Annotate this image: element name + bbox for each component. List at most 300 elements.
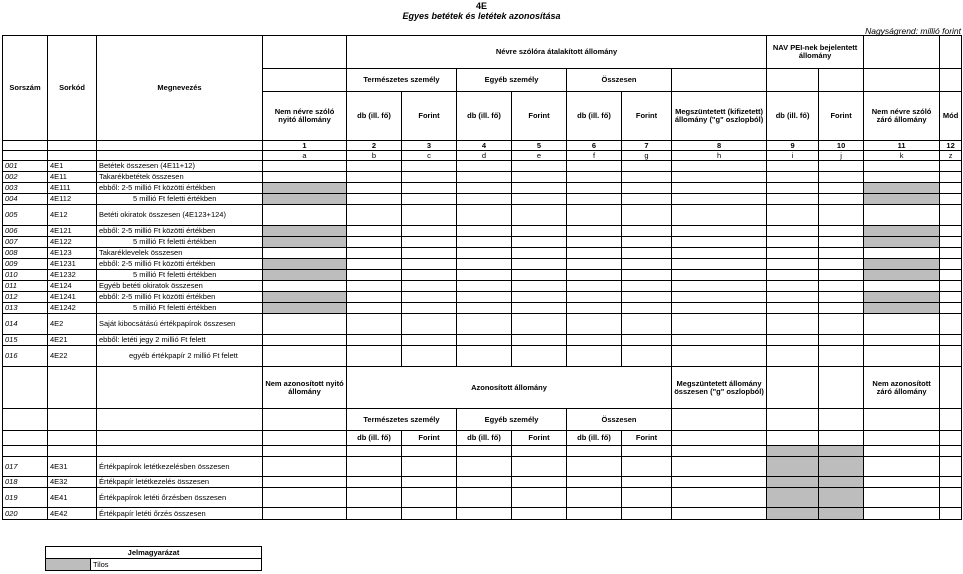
data-cell[interactable] — [622, 281, 672, 292]
header-cell — [864, 36, 940, 69]
row-label: Egyéb betéti okiratok összesen — [97, 281, 263, 292]
data-cell[interactable] — [672, 248, 767, 259]
table-row — [3, 205, 962, 226]
data-cell[interactable] — [567, 194, 622, 205]
data-cell[interactable] — [622, 488, 672, 508]
data-cell[interactable] — [402, 183, 457, 194]
col-header-forint: Forint — [622, 431, 672, 446]
data-cell[interactable] — [457, 183, 512, 194]
data-cell[interactable] — [347, 270, 402, 281]
data-cell[interactable] — [512, 281, 567, 292]
data-cell[interactable] — [622, 226, 672, 237]
row-number: 018 — [3, 477, 48, 488]
row-code: 4E22 — [48, 346, 97, 367]
data-cell[interactable] — [263, 477, 347, 488]
data-cell[interactable] — [263, 161, 347, 172]
forbidden-cell — [767, 477, 819, 488]
data-cell[interactable] — [940, 248, 962, 259]
col-number: 2 — [347, 141, 402, 151]
data-cell[interactable] — [622, 303, 672, 314]
row-label: 5 millió Ft feletti értékben — [97, 237, 263, 248]
data-cell[interactable] — [672, 205, 767, 226]
data-cell[interactable] — [402, 194, 457, 205]
data-cell[interactable] — [819, 237, 864, 248]
data-cell[interactable] — [512, 161, 567, 172]
row-label: Értékpapír letéti őrzés összesen — [97, 508, 263, 520]
data-cell[interactable] — [457, 335, 512, 346]
col-header-megszuntetett: Megszüntetett (kifizetett) állomány ("g" oszlopból) — [672, 92, 767, 141]
data-cell[interactable] — [767, 205, 819, 226]
data-cell[interactable] — [263, 248, 347, 259]
data-cell[interactable] — [940, 194, 962, 205]
data-cell[interactable] — [767, 346, 819, 367]
data-cell[interactable] — [864, 248, 940, 259]
col-header-forint: Forint — [512, 431, 567, 446]
header-cell — [567, 446, 622, 457]
header-cell — [263, 36, 347, 69]
data-cell[interactable] — [512, 248, 567, 259]
header-cell — [97, 446, 263, 457]
data-cell[interactable] — [819, 248, 864, 259]
data-cell[interactable] — [940, 314, 962, 335]
header-cell — [767, 367, 819, 409]
forbidden-cell — [864, 303, 940, 314]
data-cell[interactable] — [672, 477, 767, 488]
row-code: 4E32 — [48, 477, 97, 488]
data-cell[interactable] — [457, 477, 512, 488]
data-cell[interactable] — [347, 205, 402, 226]
data-cell[interactable] — [567, 205, 622, 226]
data-cell[interactable] — [767, 259, 819, 270]
data-cell[interactable] — [347, 314, 402, 335]
col-header-db: db (ill. fő) — [767, 92, 819, 141]
data-cell[interactable] — [819, 172, 864, 183]
data-cell[interactable] — [457, 488, 512, 508]
data-cell[interactable] — [940, 477, 962, 488]
data-cell[interactable] — [402, 346, 457, 367]
data-cell[interactable] — [402, 292, 457, 303]
data-cell[interactable] — [622, 314, 672, 335]
data-cell[interactable] — [940, 488, 962, 508]
row-code: 4E1231 — [48, 259, 97, 270]
data-cell[interactable] — [940, 161, 962, 172]
data-cell[interactable] — [347, 346, 402, 367]
data-cell[interactable] — [402, 303, 457, 314]
data-cell[interactable] — [512, 488, 567, 508]
header-cell — [48, 409, 97, 431]
data-cell[interactable] — [567, 292, 622, 303]
data-cell[interactable] — [622, 270, 672, 281]
data-cell[interactable] — [457, 314, 512, 335]
data-cell[interactable] — [512, 172, 567, 183]
data-cell[interactable] — [819, 281, 864, 292]
unit-note: Nagyságrend: millió forint — [865, 26, 961, 36]
row-code: 4E11 — [48, 172, 97, 183]
data-cell[interactable] — [567, 477, 622, 488]
data-cell[interactable] — [672, 508, 767, 520]
data-cell[interactable] — [819, 259, 864, 270]
data-cell[interactable] — [940, 281, 962, 292]
forbidden-cell — [819, 477, 864, 488]
header-cell — [940, 431, 962, 446]
data-cell[interactable] — [940, 457, 962, 477]
data-cell[interactable] — [457, 259, 512, 270]
data-table — [2, 35, 962, 520]
data-cell[interactable] — [672, 281, 767, 292]
header-cell — [97, 151, 263, 161]
row-code: 4E121 — [48, 226, 97, 237]
data-cell[interactable] — [457, 226, 512, 237]
data-cell[interactable] — [672, 270, 767, 281]
data-cell[interactable] — [940, 259, 962, 270]
table-row — [3, 457, 962, 477]
data-cell[interactable] — [672, 194, 767, 205]
data-cell[interactable] — [457, 508, 512, 520]
data-cell[interactable] — [567, 303, 622, 314]
data-cell[interactable] — [347, 226, 402, 237]
data-cell[interactable] — [819, 183, 864, 194]
data-cell[interactable] — [622, 172, 672, 183]
data-cell[interactable] — [819, 314, 864, 335]
row-number: 015 — [3, 335, 48, 346]
data-cell[interactable] — [567, 335, 622, 346]
data-cell[interactable] — [819, 335, 864, 346]
data-cell[interactable] — [402, 488, 457, 508]
data-cell[interactable] — [767, 292, 819, 303]
data-cell[interactable] — [402, 161, 457, 172]
data-cell[interactable] — [347, 248, 402, 259]
data-cell[interactable] — [263, 488, 347, 508]
data-cell[interactable] — [512, 205, 567, 226]
data-cell[interactable] — [940, 205, 962, 226]
forbidden-cell — [819, 488, 864, 508]
data-cell[interactable] — [347, 172, 402, 183]
col-header-mod: Mód — [940, 92, 962, 141]
data-cell[interactable] — [402, 314, 457, 335]
col-header-egyeb: Egyéb személy — [457, 69, 567, 92]
col-header-forint: Forint — [819, 92, 864, 141]
col-header-osszesen: Összesen — [567, 69, 672, 92]
data-cell[interactable] — [940, 226, 962, 237]
data-cell[interactable] — [457, 292, 512, 303]
data-cell[interactable] — [402, 259, 457, 270]
data-cell[interactable] — [402, 226, 457, 237]
data-cell[interactable] — [622, 292, 672, 303]
data-cell[interactable] — [457, 194, 512, 205]
row-number: 001 — [3, 161, 48, 172]
data-cell[interactable] — [819, 346, 864, 367]
data-cell[interactable] — [622, 335, 672, 346]
data-cell[interactable] — [767, 161, 819, 172]
data-cell[interactable] — [767, 303, 819, 314]
data-cell[interactable] — [567, 226, 622, 237]
data-cell[interactable] — [672, 183, 767, 194]
data-cell[interactable] — [767, 226, 819, 237]
col-header-nem-nevre-nyito: Nem névre szóló nyitó állomány — [263, 92, 347, 141]
row-label: Takaréklevelek összesen — [97, 248, 263, 259]
row-code: 4E31 — [48, 457, 97, 477]
table-row — [3, 248, 962, 259]
data-cell[interactable] — [567, 346, 622, 367]
data-cell[interactable] — [457, 303, 512, 314]
forbidden-cell — [767, 508, 819, 520]
data-cell[interactable] — [347, 161, 402, 172]
data-cell[interactable] — [402, 281, 457, 292]
data-cell[interactable] — [402, 172, 457, 183]
data-cell[interactable] — [622, 183, 672, 194]
data-cell[interactable] — [402, 248, 457, 259]
data-cell[interactable] — [512, 457, 567, 477]
data-cell[interactable] — [567, 270, 622, 281]
data-cell[interactable] — [347, 335, 402, 346]
col-header-nav-pei: NAV PEI-nek bejelentett állomány — [767, 36, 864, 69]
data-cell[interactable] — [567, 248, 622, 259]
forbidden-cell — [263, 183, 347, 194]
data-cell[interactable] — [622, 248, 672, 259]
data-cell[interactable] — [767, 237, 819, 248]
data-cell[interactable] — [819, 303, 864, 314]
data-cell[interactable] — [567, 172, 622, 183]
data-cell[interactable] — [672, 457, 767, 477]
col-number: 4 — [457, 141, 512, 151]
data-cell[interactable] — [622, 205, 672, 226]
header-cell — [48, 431, 97, 446]
data-cell[interactable] — [263, 457, 347, 477]
data-cell[interactable] — [622, 477, 672, 488]
data-cell[interactable] — [457, 346, 512, 367]
data-cell[interactable] — [457, 270, 512, 281]
data-cell[interactable] — [567, 237, 622, 248]
data-cell[interactable] — [457, 161, 512, 172]
col-letter: a — [263, 151, 347, 161]
data-cell[interactable] — [402, 477, 457, 488]
header-cell — [864, 446, 940, 457]
row-label: Betéti okiratok összesen (4E123+124) — [97, 205, 263, 226]
forbidden-cell — [767, 446, 819, 457]
data-cell[interactable] — [622, 508, 672, 520]
row-code: 4E1242 — [48, 303, 97, 314]
data-cell[interactable] — [864, 508, 940, 520]
data-cell[interactable] — [347, 183, 402, 194]
data-cell[interactable] — [672, 292, 767, 303]
row-label: Értékpapírok letéti őrzésben összesen — [97, 488, 263, 508]
data-cell[interactable] — [512, 335, 567, 346]
data-cell[interactable] — [622, 161, 672, 172]
forbidden-cell — [263, 259, 347, 270]
data-cell[interactable] — [263, 281, 347, 292]
data-cell[interactable] — [672, 488, 767, 508]
data-cell[interactable] — [622, 194, 672, 205]
data-cell[interactable] — [940, 335, 962, 346]
data-cell[interactable] — [347, 508, 402, 520]
col-header-db: db (ill. fő) — [347, 92, 402, 141]
col-header-db: db (ill. fő) — [567, 431, 622, 446]
data-cell[interactable] — [672, 226, 767, 237]
table-row — [3, 183, 962, 194]
data-cell[interactable] — [567, 161, 622, 172]
data-cell[interactable] — [767, 183, 819, 194]
data-cell[interactable] — [567, 314, 622, 335]
data-cell[interactable] — [940, 237, 962, 248]
data-cell[interactable] — [402, 335, 457, 346]
data-cell[interactable] — [567, 259, 622, 270]
forbidden-cell — [864, 237, 940, 248]
data-cell[interactable] — [457, 237, 512, 248]
data-cell[interactable] — [512, 346, 567, 367]
data-cell[interactable] — [512, 292, 567, 303]
data-cell[interactable] — [457, 248, 512, 259]
data-cell[interactable] — [512, 226, 567, 237]
data-cell[interactable] — [567, 508, 622, 520]
data-cell[interactable] — [864, 161, 940, 172]
data-cell[interactable] — [940, 270, 962, 281]
data-cell[interactable] — [347, 292, 402, 303]
data-cell[interactable] — [767, 314, 819, 335]
data-cell[interactable] — [512, 194, 567, 205]
data-cell[interactable] — [622, 237, 672, 248]
data-cell[interactable] — [864, 281, 940, 292]
col-number: 5 — [512, 141, 567, 151]
data-cell[interactable] — [940, 346, 962, 367]
data-cell[interactable] — [567, 488, 622, 508]
data-cell[interactable] — [864, 477, 940, 488]
data-cell[interactable] — [767, 248, 819, 259]
data-cell[interactable] — [263, 346, 347, 367]
data-cell[interactable] — [263, 335, 347, 346]
col-number: 1 — [263, 141, 347, 151]
data-cell[interactable] — [567, 457, 622, 477]
header-cell — [767, 409, 819, 431]
row-label: ebből: 2-5 millió Ft közötti értékben — [97, 183, 263, 194]
data-cell[interactable] — [672, 346, 767, 367]
data-cell[interactable] — [512, 270, 567, 281]
col-header-azonositott: Azonosított állomány — [347, 367, 672, 409]
data-cell[interactable] — [767, 172, 819, 183]
data-cell[interactable] — [347, 237, 402, 248]
data-cell[interactable] — [402, 270, 457, 281]
data-cell[interactable] — [819, 194, 864, 205]
col-letter: d — [457, 151, 512, 161]
row-number: 010 — [3, 270, 48, 281]
legend-title: Jelmagyarázat — [46, 547, 262, 559]
data-cell[interactable] — [864, 346, 940, 367]
data-cell[interactable] — [940, 183, 962, 194]
data-cell[interactable] — [263, 172, 347, 183]
data-cell[interactable] — [512, 237, 567, 248]
data-cell[interactable] — [402, 457, 457, 477]
data-cell[interactable] — [767, 270, 819, 281]
header-cell — [819, 431, 864, 446]
data-cell[interactable] — [347, 194, 402, 205]
data-cell[interactable] — [402, 237, 457, 248]
row-code: 4E42 — [48, 508, 97, 520]
data-cell[interactable] — [864, 488, 940, 508]
data-cell[interactable] — [567, 183, 622, 194]
data-cell[interactable] — [622, 457, 672, 477]
data-cell[interactable] — [622, 259, 672, 270]
header-cell — [402, 446, 457, 457]
data-cell[interactable] — [864, 205, 940, 226]
row-label: ebből: 2-5 millió Ft közötti értékben — [97, 226, 263, 237]
data-cell[interactable] — [940, 172, 962, 183]
col-letter: c — [402, 151, 457, 161]
data-cell[interactable] — [940, 508, 962, 520]
data-cell[interactable] — [767, 194, 819, 205]
data-cell[interactable] — [512, 303, 567, 314]
data-cell[interactable] — [512, 183, 567, 194]
data-cell[interactable] — [512, 259, 567, 270]
row-label: 5 millió Ft feletti értékben — [97, 194, 263, 205]
data-cell[interactable] — [263, 314, 347, 335]
col-letter: g — [622, 151, 672, 161]
header-cell — [457, 446, 512, 457]
data-cell[interactable] — [819, 161, 864, 172]
forbidden-cell — [263, 292, 347, 303]
col-number: 9 — [767, 141, 819, 151]
header-cell — [3, 151, 48, 161]
col-header-egyeb: Egyéb személy — [457, 409, 567, 431]
data-cell[interactable] — [347, 488, 402, 508]
data-cell[interactable] — [347, 457, 402, 477]
data-cell[interactable] — [402, 205, 457, 226]
data-cell[interactable] — [402, 508, 457, 520]
data-cell[interactable] — [347, 281, 402, 292]
data-cell[interactable] — [819, 270, 864, 281]
data-cell[interactable] — [819, 226, 864, 237]
data-cell[interactable] — [819, 205, 864, 226]
data-cell[interactable] — [767, 335, 819, 346]
data-cell[interactable] — [940, 303, 962, 314]
data-cell[interactable] — [864, 457, 940, 477]
form-title: Egyes betétek és letétek azonosítása — [402, 11, 561, 21]
data-cell[interactable] — [864, 172, 940, 183]
data-cell[interactable] — [347, 259, 402, 270]
data-cell[interactable] — [672, 314, 767, 335]
header-cell — [263, 431, 347, 446]
data-cell[interactable] — [347, 477, 402, 488]
data-cell[interactable] — [864, 314, 940, 335]
data-cell[interactable] — [457, 457, 512, 477]
data-cell[interactable] — [672, 237, 767, 248]
data-cell[interactable] — [767, 281, 819, 292]
data-cell[interactable] — [672, 172, 767, 183]
data-cell[interactable] — [672, 335, 767, 346]
data-cell[interactable] — [819, 292, 864, 303]
data-cell[interactable] — [672, 161, 767, 172]
data-cell[interactable] — [940, 292, 962, 303]
data-cell[interactable] — [263, 508, 347, 520]
col-header-nem-azon-zaro: Nem azonosított záró állomány — [864, 367, 940, 409]
forbidden-cell — [864, 226, 940, 237]
data-cell[interactable] — [347, 303, 402, 314]
header-cell — [819, 409, 864, 431]
data-cell[interactable] — [512, 477, 567, 488]
data-cell[interactable] — [672, 303, 767, 314]
data-cell[interactable] — [622, 346, 672, 367]
data-cell[interactable] — [512, 314, 567, 335]
header-cell — [263, 69, 347, 92]
data-cell[interactable] — [457, 172, 512, 183]
data-cell[interactable] — [457, 281, 512, 292]
data-cell[interactable] — [512, 508, 567, 520]
row-label: Értékpapírok letétkezelésben összesen — [97, 457, 263, 477]
data-cell[interactable] — [567, 281, 622, 292]
data-cell[interactable] — [672, 259, 767, 270]
col-header-forint: Forint — [402, 92, 457, 141]
data-cell[interactable] — [864, 335, 940, 346]
data-cell[interactable] — [457, 205, 512, 226]
data-cell[interactable] — [263, 205, 347, 226]
